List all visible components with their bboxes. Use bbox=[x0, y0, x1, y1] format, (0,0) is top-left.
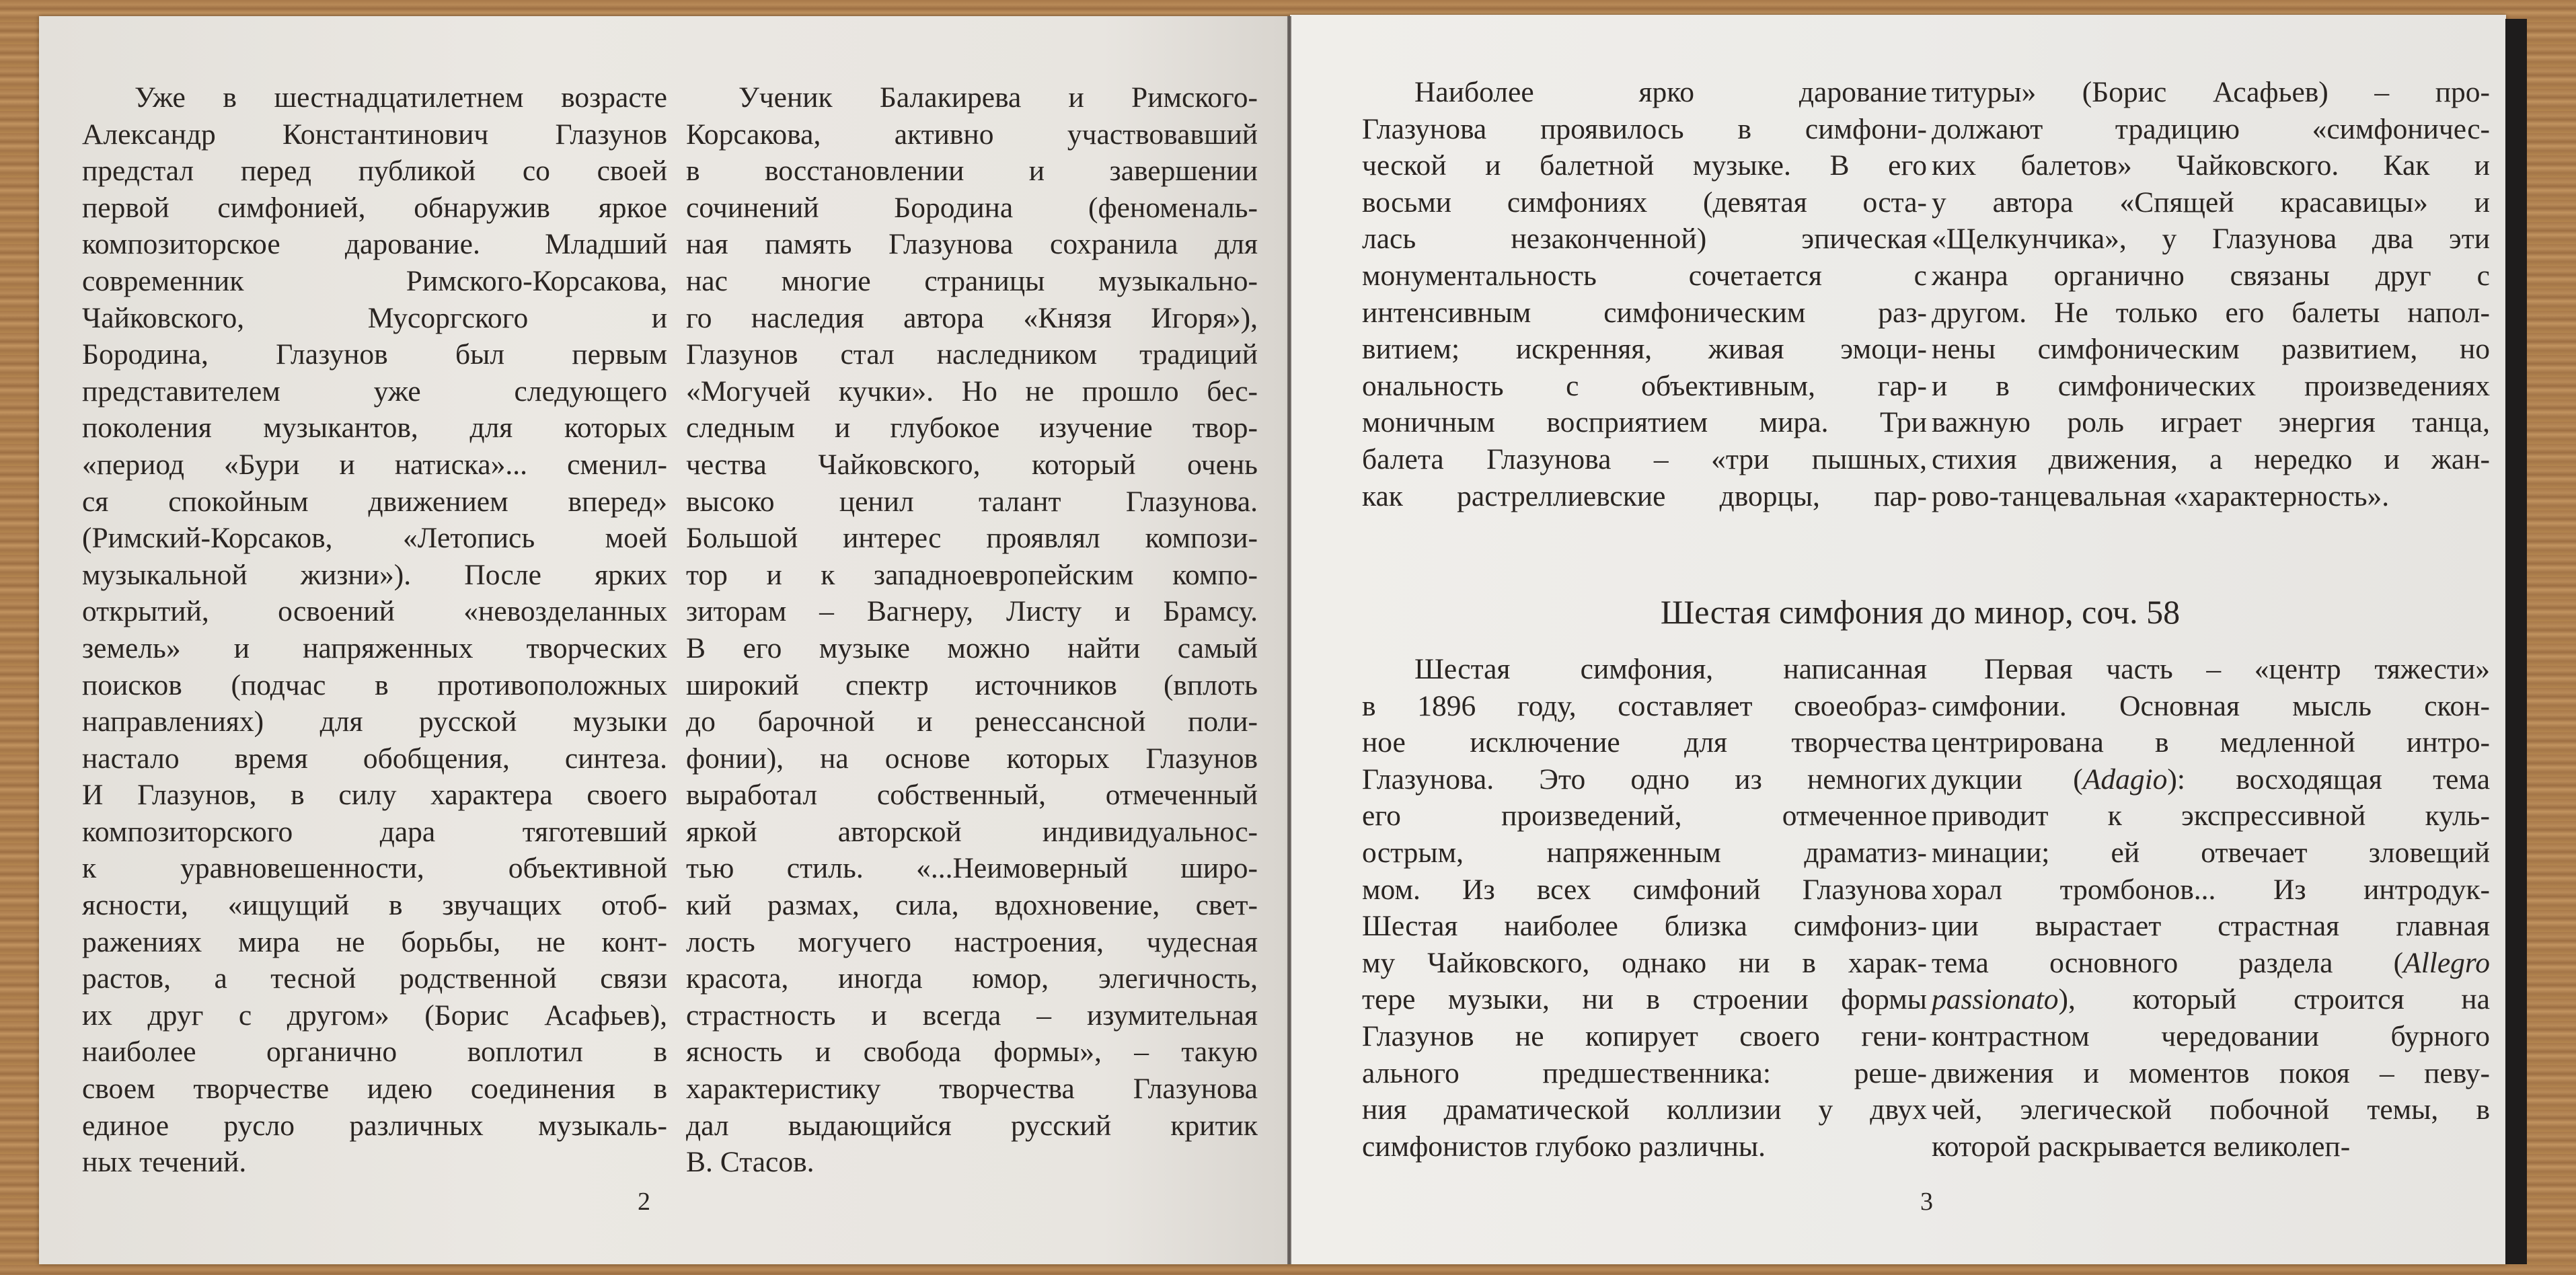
text-line: лась незаконченной) эпическая bbox=[1362, 223, 1927, 256]
text-line: до барочной и ренессансной поли- bbox=[686, 705, 1258, 738]
text-line: приводит к экспрессивной куль- bbox=[1932, 800, 2490, 833]
text-line: ции вырастает страстная главная bbox=[1932, 910, 2490, 943]
text-line: хорал тромбонов... Из интродук- bbox=[1932, 873, 2490, 906]
text-line: их друг с другом» (Борис Асафьев), bbox=[82, 999, 667, 1032]
text-line: в восстановлении и завершении bbox=[686, 155, 1258, 188]
text-line: выработал собственный, отмеченный bbox=[686, 779, 1258, 812]
text-line: тор и к западноевропейским компо- bbox=[686, 558, 1258, 591]
text-line: тема основного раздела (Allegro bbox=[1932, 946, 2490, 979]
text-line: ное исключение для творчества bbox=[1362, 726, 1927, 759]
left-page-column-2 bbox=[686, 79, 1258, 1181]
text-line: тью стиль. «...Неимоверный широ- bbox=[686, 852, 1258, 885]
text-line: другом. Не только его балеты напол- bbox=[1932, 296, 2490, 329]
text-line: композиторское дарование. Младший bbox=[82, 228, 667, 261]
text-line: В. Стасов. bbox=[686, 1146, 815, 1179]
text-line: открытий, освоений «невозделанных bbox=[82, 595, 667, 628]
text-line: растов, а тесной родственной связи bbox=[82, 962, 667, 995]
text-line: «Могучей кучки». Но не прошло бес- bbox=[686, 375, 1258, 408]
text-line: ональность с объективным, гар- bbox=[1362, 369, 1927, 402]
text-line: рово-танцевальная «характерность». bbox=[1932, 479, 2390, 512]
text-line: Наиболее ярко дарование bbox=[1414, 76, 1927, 108]
text-line: В его музыке можно найти самый bbox=[686, 631, 1258, 664]
right-page-column-3 bbox=[1362, 651, 1927, 1165]
text-line: ная память Глазунова сохранила для bbox=[686, 228, 1258, 261]
text-line: и в симфонических произведениях bbox=[1932, 369, 2490, 402]
text-line: Шестая симфония, написанная bbox=[1414, 653, 1927, 685]
text-line: Большой интерес проявлял компози- bbox=[686, 522, 1258, 555]
text-line: характеристику творчества Глазунова bbox=[686, 1073, 1258, 1106]
text-line: страстность и всегда – изумительная bbox=[686, 999, 1258, 1032]
left-page-column-1 bbox=[82, 79, 667, 1181]
text-line: ния драматической коллизии у двух bbox=[1362, 1093, 1927, 1126]
text-line: у автора «Спящей красавицы» и bbox=[1932, 186, 2490, 219]
text-line: тере музыки, ни в строении формы bbox=[1362, 983, 1927, 1016]
text-line: му Чайковского, однако ни в харак- bbox=[1362, 946, 1927, 979]
text-line: Глазунов не копирует своего гени- bbox=[1362, 1019, 1927, 1052]
text-line: нас многие страницы музыкально- bbox=[686, 264, 1258, 297]
text-line: Глазунов стал наследником традиций bbox=[686, 338, 1258, 371]
text-line: важную роль играет энергия танца, bbox=[1932, 406, 2490, 439]
text-line: следным и глубокое изучение твор- bbox=[686, 412, 1258, 445]
text-line: Бородина, Глазунов был первым bbox=[82, 338, 667, 371]
text-line: витием; искренняя, живая эмоци- bbox=[1362, 333, 1927, 366]
text-line: красота, иногда юмор, элегичность, bbox=[686, 962, 1258, 995]
page-number-left: 2 bbox=[638, 1188, 650, 1216]
text-line: симфонистов глубоко различны. bbox=[1362, 1130, 1766, 1163]
text-line: первой симфонией, обнаружив яркое bbox=[82, 191, 667, 224]
text-line: земель» и напряженных творческих bbox=[82, 631, 667, 664]
page-edge-shadow bbox=[2505, 19, 2527, 1264]
text-line: Шестая наиболее близка симфониз- bbox=[1362, 910, 1927, 943]
text-line: минации; ей отвечает зловещий bbox=[1932, 836, 2490, 869]
text-line: восьми симфониях (девятая оста- bbox=[1362, 186, 1927, 219]
text-line: в 1896 году, составляет своеобраз- bbox=[1362, 689, 1927, 722]
text-line: ких балетов» Чайковского. Как и bbox=[1932, 149, 2490, 182]
text-line: Чайковского, Мусоргского и bbox=[82, 301, 667, 334]
text-line: нены симфоническим развитием, но bbox=[1932, 333, 2490, 366]
text-line: passionato), который строится на bbox=[1932, 983, 2490, 1016]
text-line: музыкальной жизни»). После ярких bbox=[82, 558, 667, 591]
text-line: Глазунова. Это одно из немногих bbox=[1362, 763, 1927, 796]
text-line: интенсивным симфоническим раз- bbox=[1362, 296, 1927, 329]
text-line: настало время обобщения, синтеза. bbox=[82, 742, 667, 775]
text-line: композиторского дара тяготевший bbox=[82, 815, 667, 848]
text-line: предстал перед публикой со своей bbox=[82, 155, 667, 188]
text-line: своем творчестве идею соединения в bbox=[82, 1073, 667, 1106]
text-line: симфонии. Основная мысль скон- bbox=[1932, 689, 2490, 722]
text-line: наиболее органично воплотил в bbox=[82, 1036, 667, 1069]
text-line: направлениях) для русской музыки bbox=[82, 705, 667, 738]
text-line: кий размах, сила, вдохновение, свет- bbox=[686, 889, 1258, 922]
text-line: представителем уже следующего bbox=[82, 375, 667, 408]
page-number-right: 3 bbox=[1920, 1188, 1933, 1216]
text-line: зиторам – Вагнеру, Листу и Брамсу. bbox=[686, 595, 1258, 628]
text-line: движения и моментов покоя – певу- bbox=[1932, 1056, 2490, 1089]
text-line: го наследия автора «Князя Игоря»), bbox=[686, 301, 1258, 334]
text-line: которой раскрывается великолеп- bbox=[1932, 1130, 2351, 1163]
text-line: ясность и свобода формы», – такую bbox=[686, 1036, 1258, 1069]
text-line: ся спокойным движением вперед» bbox=[82, 485, 667, 518]
text-line: (Римский-Корсаков, «Летопись моей bbox=[82, 522, 667, 555]
text-line: Первая часть – «центр тяжести» bbox=[1984, 653, 2490, 685]
text-line: ясности, «ищущий в звучащих отоб- bbox=[82, 889, 667, 922]
text-line: чей, элегической побочной темы, в bbox=[1932, 1093, 2490, 1126]
right-page-column-4 bbox=[1932, 651, 2490, 1165]
text-line: моничным восприятием мира. Три bbox=[1362, 406, 1927, 439]
text-line: единое русло различных музыкаль- bbox=[82, 1109, 667, 1142]
text-line: Александр Константинович Глазунов bbox=[82, 118, 667, 151]
text-line: ческой и балетной музыке. В его bbox=[1362, 149, 1927, 182]
text-line: балета Глазунова – «три пышных, bbox=[1362, 442, 1927, 475]
text-line: «период «Бури и натиска»... сменил- bbox=[82, 448, 667, 481]
text-line: стихия движения, а нередко и жан- bbox=[1932, 442, 2490, 475]
text-line: жанра органично связаны друг с bbox=[1932, 259, 2490, 292]
text-line: Ученик Балакирева и Римского- bbox=[738, 81, 1258, 114]
text-line: монументальность сочетается с bbox=[1362, 259, 1927, 292]
text-line: поисков (подчас в противоположных bbox=[82, 668, 667, 701]
text-line: яркой авторской индивидуальнос- bbox=[686, 815, 1258, 848]
text-line: Корсакова, активно участвовавший bbox=[686, 118, 1258, 151]
text-line: дукции (Adagio): восходящая тема bbox=[1932, 763, 2491, 796]
text-line: дал выдающийся русский критик bbox=[686, 1109, 1258, 1142]
text-line: сочинений Бородина (феноменаль- bbox=[686, 191, 1258, 224]
text-line: к уравновешенности, объективной bbox=[82, 852, 667, 885]
text-line: фонии), на основе которых Глазунов bbox=[686, 742, 1258, 775]
text-line: мом. Из всех симфоний Глазунова bbox=[1362, 873, 1927, 906]
right-page-column-1 bbox=[1362, 74, 1927, 514]
text-line: высоко ценил талант Глазунова. bbox=[686, 485, 1258, 518]
text-line: чества Чайковского, который очень bbox=[686, 448, 1258, 481]
right-page-column-2 bbox=[1932, 74, 2490, 514]
text-line: И Глазунов, в силу характера своего bbox=[82, 779, 667, 812]
text-line: острым, напряженным драматиз- bbox=[1362, 836, 1927, 869]
text-line: широкий спектр источников (вплоть bbox=[686, 668, 1258, 701]
text-line: контрастном чередовании бурного bbox=[1932, 1019, 2490, 1052]
text-line: поколения музыкантов, для которых bbox=[82, 412, 667, 445]
text-line: центрирована в медленной интро- bbox=[1932, 726, 2490, 759]
text-line: его произведений, отмеченное bbox=[1362, 800, 1927, 833]
text-line: титуры» (Борис Асафьев) – про- bbox=[1932, 76, 2490, 108]
text-line: как растреллиевские дворцы, пар- bbox=[1362, 479, 1927, 512]
text-line: лость могучего настроения, чудесная bbox=[686, 925, 1258, 958]
text-line: ных течений. bbox=[82, 1146, 247, 1179]
text-line: должают традицию «симфоничес- bbox=[1932, 112, 2490, 145]
section-heading: Шестая симфония до минор, соч. 58 bbox=[1660, 593, 2181, 631]
text-line: «Щелкунчика», у Глазунова два эти bbox=[1932, 223, 2490, 256]
text-line: современник Римского-Корсакова, bbox=[82, 264, 667, 297]
text-line: ального предшественника: реше- bbox=[1362, 1056, 1927, 1089]
text-line: ражениях мира не борьбы, не конт- bbox=[82, 925, 667, 958]
text-line: Уже в шестнадцатилетнем возрасте bbox=[135, 81, 667, 114]
spine-gutter bbox=[1287, 16, 1291, 1264]
text-line: Глазунова проявилось в симфони- bbox=[1362, 112, 1927, 145]
